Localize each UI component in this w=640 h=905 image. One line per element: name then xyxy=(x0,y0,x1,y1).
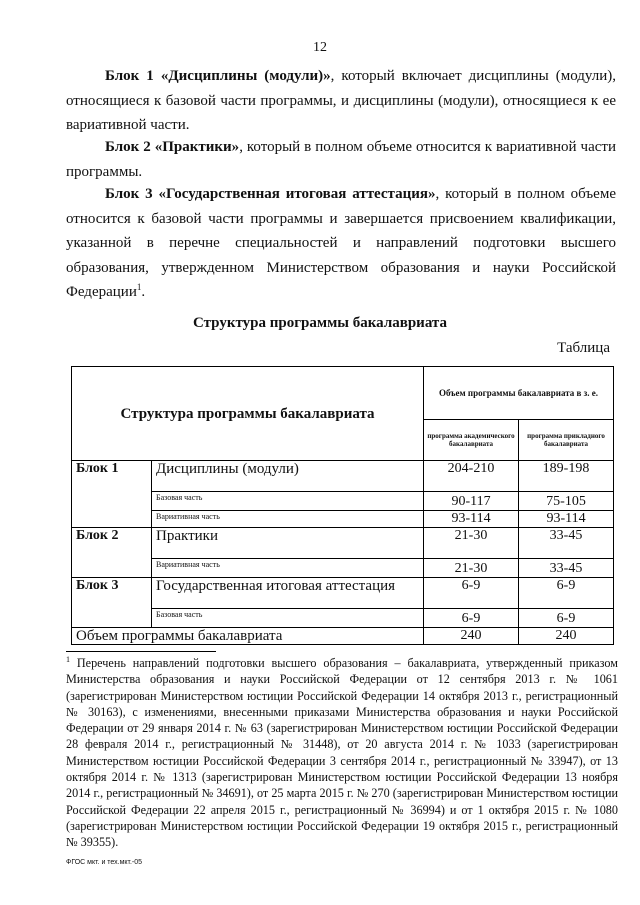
paragraph-block-2-title: Блок 2 «Практики» xyxy=(105,139,240,155)
table-caption: Таблица xyxy=(557,340,610,356)
table-cell-academic: 6-9 xyxy=(424,609,519,628)
table-row-block-label: Блок 2 xyxy=(72,528,152,578)
table-row-block-label: Блок 1 xyxy=(72,461,152,528)
table-row-name: Дисциплины (модули) xyxy=(152,461,424,492)
table-subheader-applied: программа прикладного бакалавриата xyxy=(519,420,614,461)
structure-table xyxy=(71,366,614,645)
table-row-name: Практики xyxy=(152,528,424,559)
page-number: 12 xyxy=(313,40,327,55)
table-cell-applied: 6-9 xyxy=(519,578,614,609)
paragraph-block-3 xyxy=(66,182,616,305)
table-row-name: Базовая часть xyxy=(152,492,424,511)
table-header-structure: Структура программы бакалавриата xyxy=(72,367,424,461)
footnote-marker: 1 xyxy=(66,654,70,664)
paragraph-block-2 xyxy=(66,135,616,184)
table-header-volume: Объем программы бакалавриата в з. е. xyxy=(424,367,614,420)
table-cell-academic: 93-114 xyxy=(424,511,519,528)
section-title: Структура программы бакалавриата xyxy=(193,315,447,331)
table-cell-applied: 33-45 xyxy=(519,528,614,559)
table-cell-applied: 75-105 xyxy=(519,492,614,511)
table-row-block-label: Блок 3 xyxy=(72,578,152,628)
table-row-name: Базовая часть xyxy=(152,609,424,628)
paragraph-block-3-text: , который в полном объеме относится к базовой части программы и завершается присвоением квалификации, указанной в перечне специальностей и направлений подготовки высшего образования, утвержденном Министерством образования и науки Российской Федерации xyxy=(66,186,616,300)
table-total-applied: 240 xyxy=(519,628,614,645)
table-cell-academic: 90-117 xyxy=(424,492,519,511)
table-total-academic: 240 xyxy=(424,628,519,645)
table-cell-applied: 93-114 xyxy=(519,511,614,528)
footnote xyxy=(66,655,618,851)
footnote-reference[interactable]: 1 xyxy=(136,282,142,292)
table-cell-academic: 204-210 xyxy=(424,461,519,492)
footnote-text: Перечень направлений подготовки высшего образования – бакалавриата, утвержденный приказом Министерства образования и науки Российской Федерации от 12 сентября 2013 г. № 1061 (зарегистрирован Министерством юстиции Российской Федерации 14 октября 2013 г., регистрационный № 30163), с изменениями, внесенными приказами Министерства образования и науки Российской Федерации от 29 января 2014 г. № 63 (зарегистрирован Министерством юстиции Российской Федерации 28 февраля 2014 г., регистрационный № 31448), от 20 августа 2014 г. № 1033 (зарегистрирован Министерством юстиции Российской Федерации 3 сентября 2014 г., регистрационный № 33947), от 13 октября 2014 г. № 1313 (зарегистрирован Министерством юстиции Российской Федерации 13 ноября 2014 г., регистрационный № 34691), от 25 марта 2015 г. № 270 (зарегистрирован Министерством юстиции Российской Федерации 22 апреля 2015 г., регистрационный № 36994) и от 1 октября 2015 г. № 1080 (зарегистрирован Министерством юстиции Российской Федерации 19 октября 2015 г., регистрационный № 39355). xyxy=(66,656,618,850)
paragraph-block-3-title: Блок 3 «Государственная итоговая аттестация» xyxy=(105,186,436,202)
paragraph-block-1-text: , который включает дисциплины (модули), относящиеся к базовой части программы, и дисциплины (модули), относящиеся к ее вариативной части. xyxy=(66,68,616,133)
table-cell-applied: 33-45 xyxy=(519,559,614,578)
paragraph-block-2-text: , который в полном объеме относится к вариативной части программы. xyxy=(66,139,616,180)
table-total-label: Объем программы бакалавриата xyxy=(72,628,424,645)
table-subheader-academic: программа академического бакалавриата xyxy=(424,420,519,461)
table-cell-academic: 21-30 xyxy=(424,559,519,578)
footnote-divider xyxy=(66,651,216,652)
table-row-name: Вариативная часть xyxy=(152,511,424,528)
page-footer: ФГОС мкт. и тех.мкт.-05 xyxy=(66,859,143,866)
table-cell-academic: 21-30 xyxy=(424,528,519,559)
table-cell-academic: 6-9 xyxy=(424,578,519,609)
paragraph-block-1-title: Блок 1 «Дисциплины (модули)» xyxy=(105,68,331,84)
paragraph-block-3-tail: . xyxy=(141,284,146,300)
table-row-name: Вариативная часть xyxy=(152,559,424,578)
table-cell-applied: 189-198 xyxy=(519,461,614,492)
table-row-name: Государственная итоговая аттестация xyxy=(152,578,424,609)
paragraph-block-1 xyxy=(66,64,616,138)
table-cell-applied: 6-9 xyxy=(519,609,614,628)
